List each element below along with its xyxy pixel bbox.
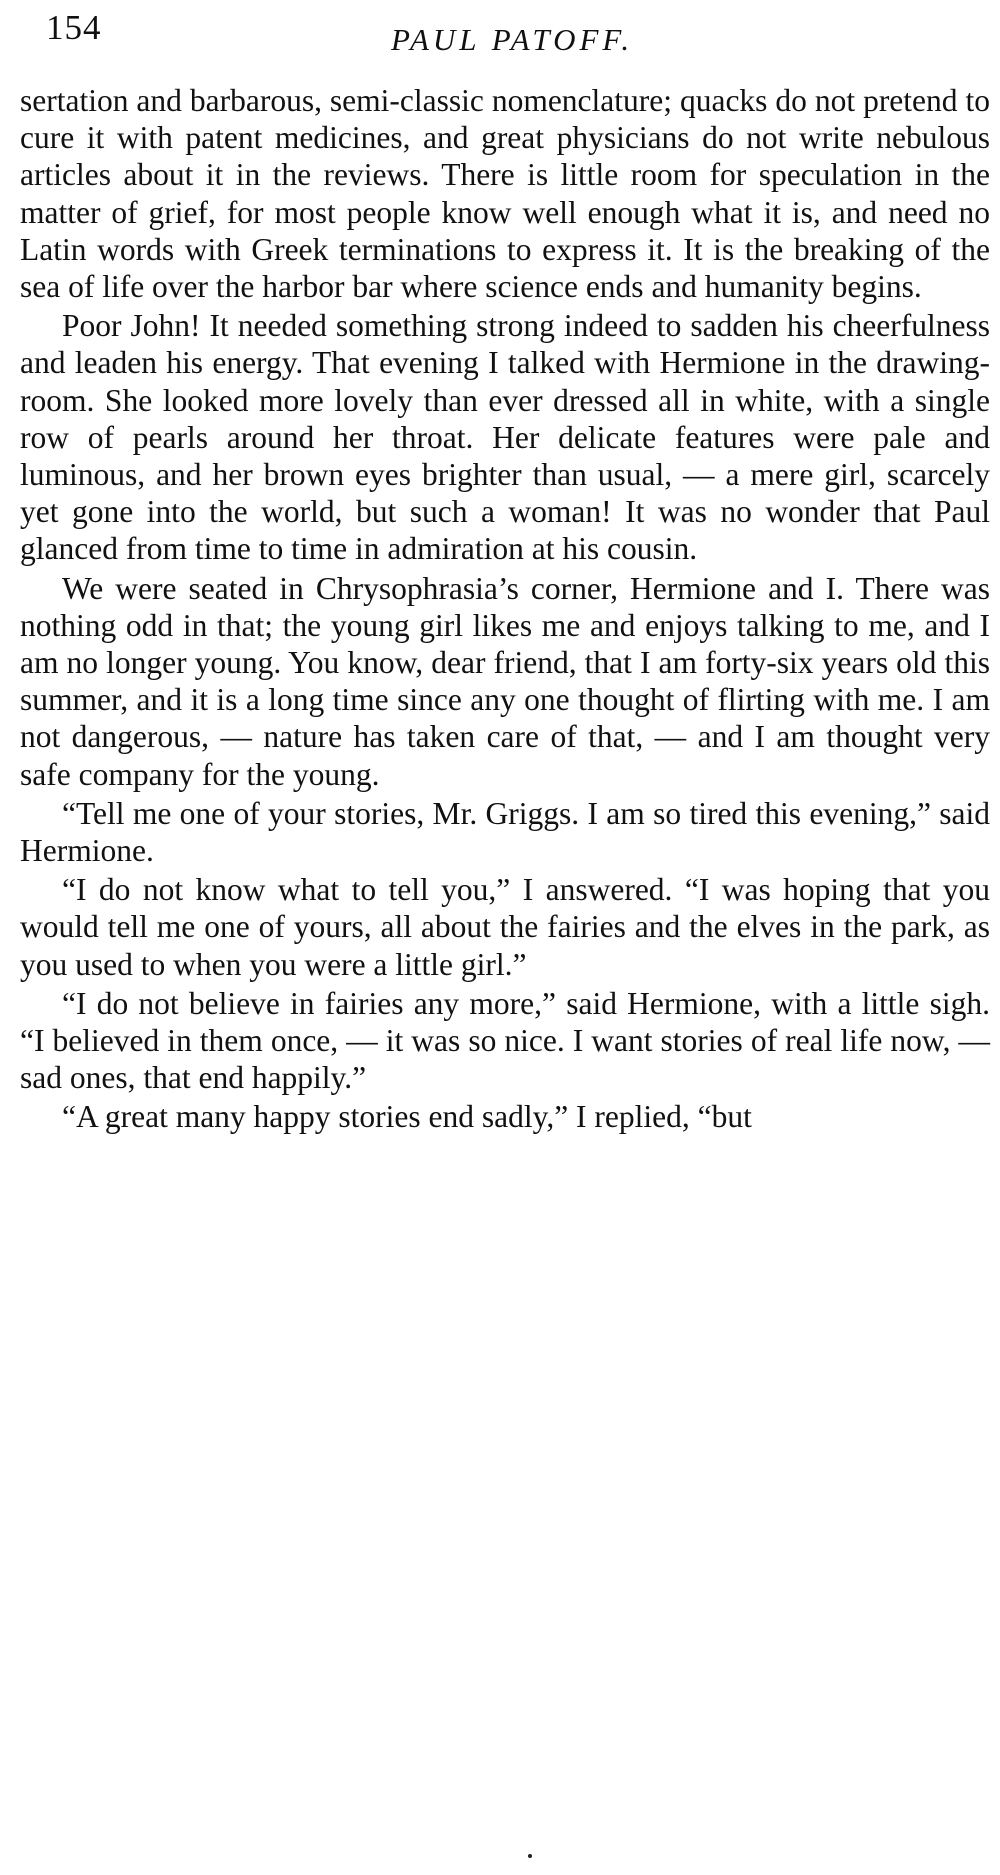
paragraph: “Tell me one of your stories, Mr. Griggs. I am so tired this evening,” said Hermione. bbox=[20, 795, 990, 869]
paragraph-continuation: sertation and barbarous, semi-classic nomenclature; quacks do not pretend to cure it with patent medicines, and great physicians do not write nebulous articles about it in the reviews. There is little room for speculation in the matter of grief, for most people know well enough what it is, and need no Latin words with Greek terminations to express it. It is the breaking of the sea of life over the harbor bar where science ends and humanity begins. bbox=[20, 83, 990, 305]
paragraph: “I do not know what to tell you,” I answered. “I was hoping that you would tell me one of yours, all about the fairies and the elves in the park, as you used to when you were a little girl.” bbox=[20, 872, 990, 982]
running-title: PAUL PATOFF. bbox=[391, 22, 634, 57]
footer-mark bbox=[528, 1854, 532, 1858]
page-number: 154 bbox=[46, 8, 102, 47]
paragraph: We were seated in Chrysophrasia’s corner, Hermione and I. There was nothing odd in that; the young girl likes me and enjoys talking to me, and I am no longer young. You know, dear friend, that I am forty-six years old this summer, and it is a long time since any one thought of flirting with me. I am not dangerous, — nature has taken care of that, — and I am thought very safe company for the young. bbox=[20, 570, 990, 792]
page-header bbox=[36, 8, 996, 58]
paragraph: “I do not believe in fairies any more,” said Hermione, with a little sigh. “I believed in them once, — it was so nice. I want stories of real life now, — sad ones, that end happily.” bbox=[20, 985, 990, 1096]
paragraph: “A great many happy stories end sadly,” I replied, “but bbox=[62, 1099, 752, 1135]
body-text bbox=[20, 82, 990, 1138]
paragraph: Poor John! It needed something strong indeed to sadden his cheerfulness and leaden his energy. That evening I talked with Hermione in the drawing-room. She looked more lovely than ever dressed all in white, with a single row of pearls around her throat. Her delicate features were pale and luminous, and her brown eyes brighter than usual, — a mere girl, scarcely yet gone into the world, but such a woman! It was no wonder that Paul glanced from time to time in admiration at his cousin. bbox=[20, 308, 990, 567]
